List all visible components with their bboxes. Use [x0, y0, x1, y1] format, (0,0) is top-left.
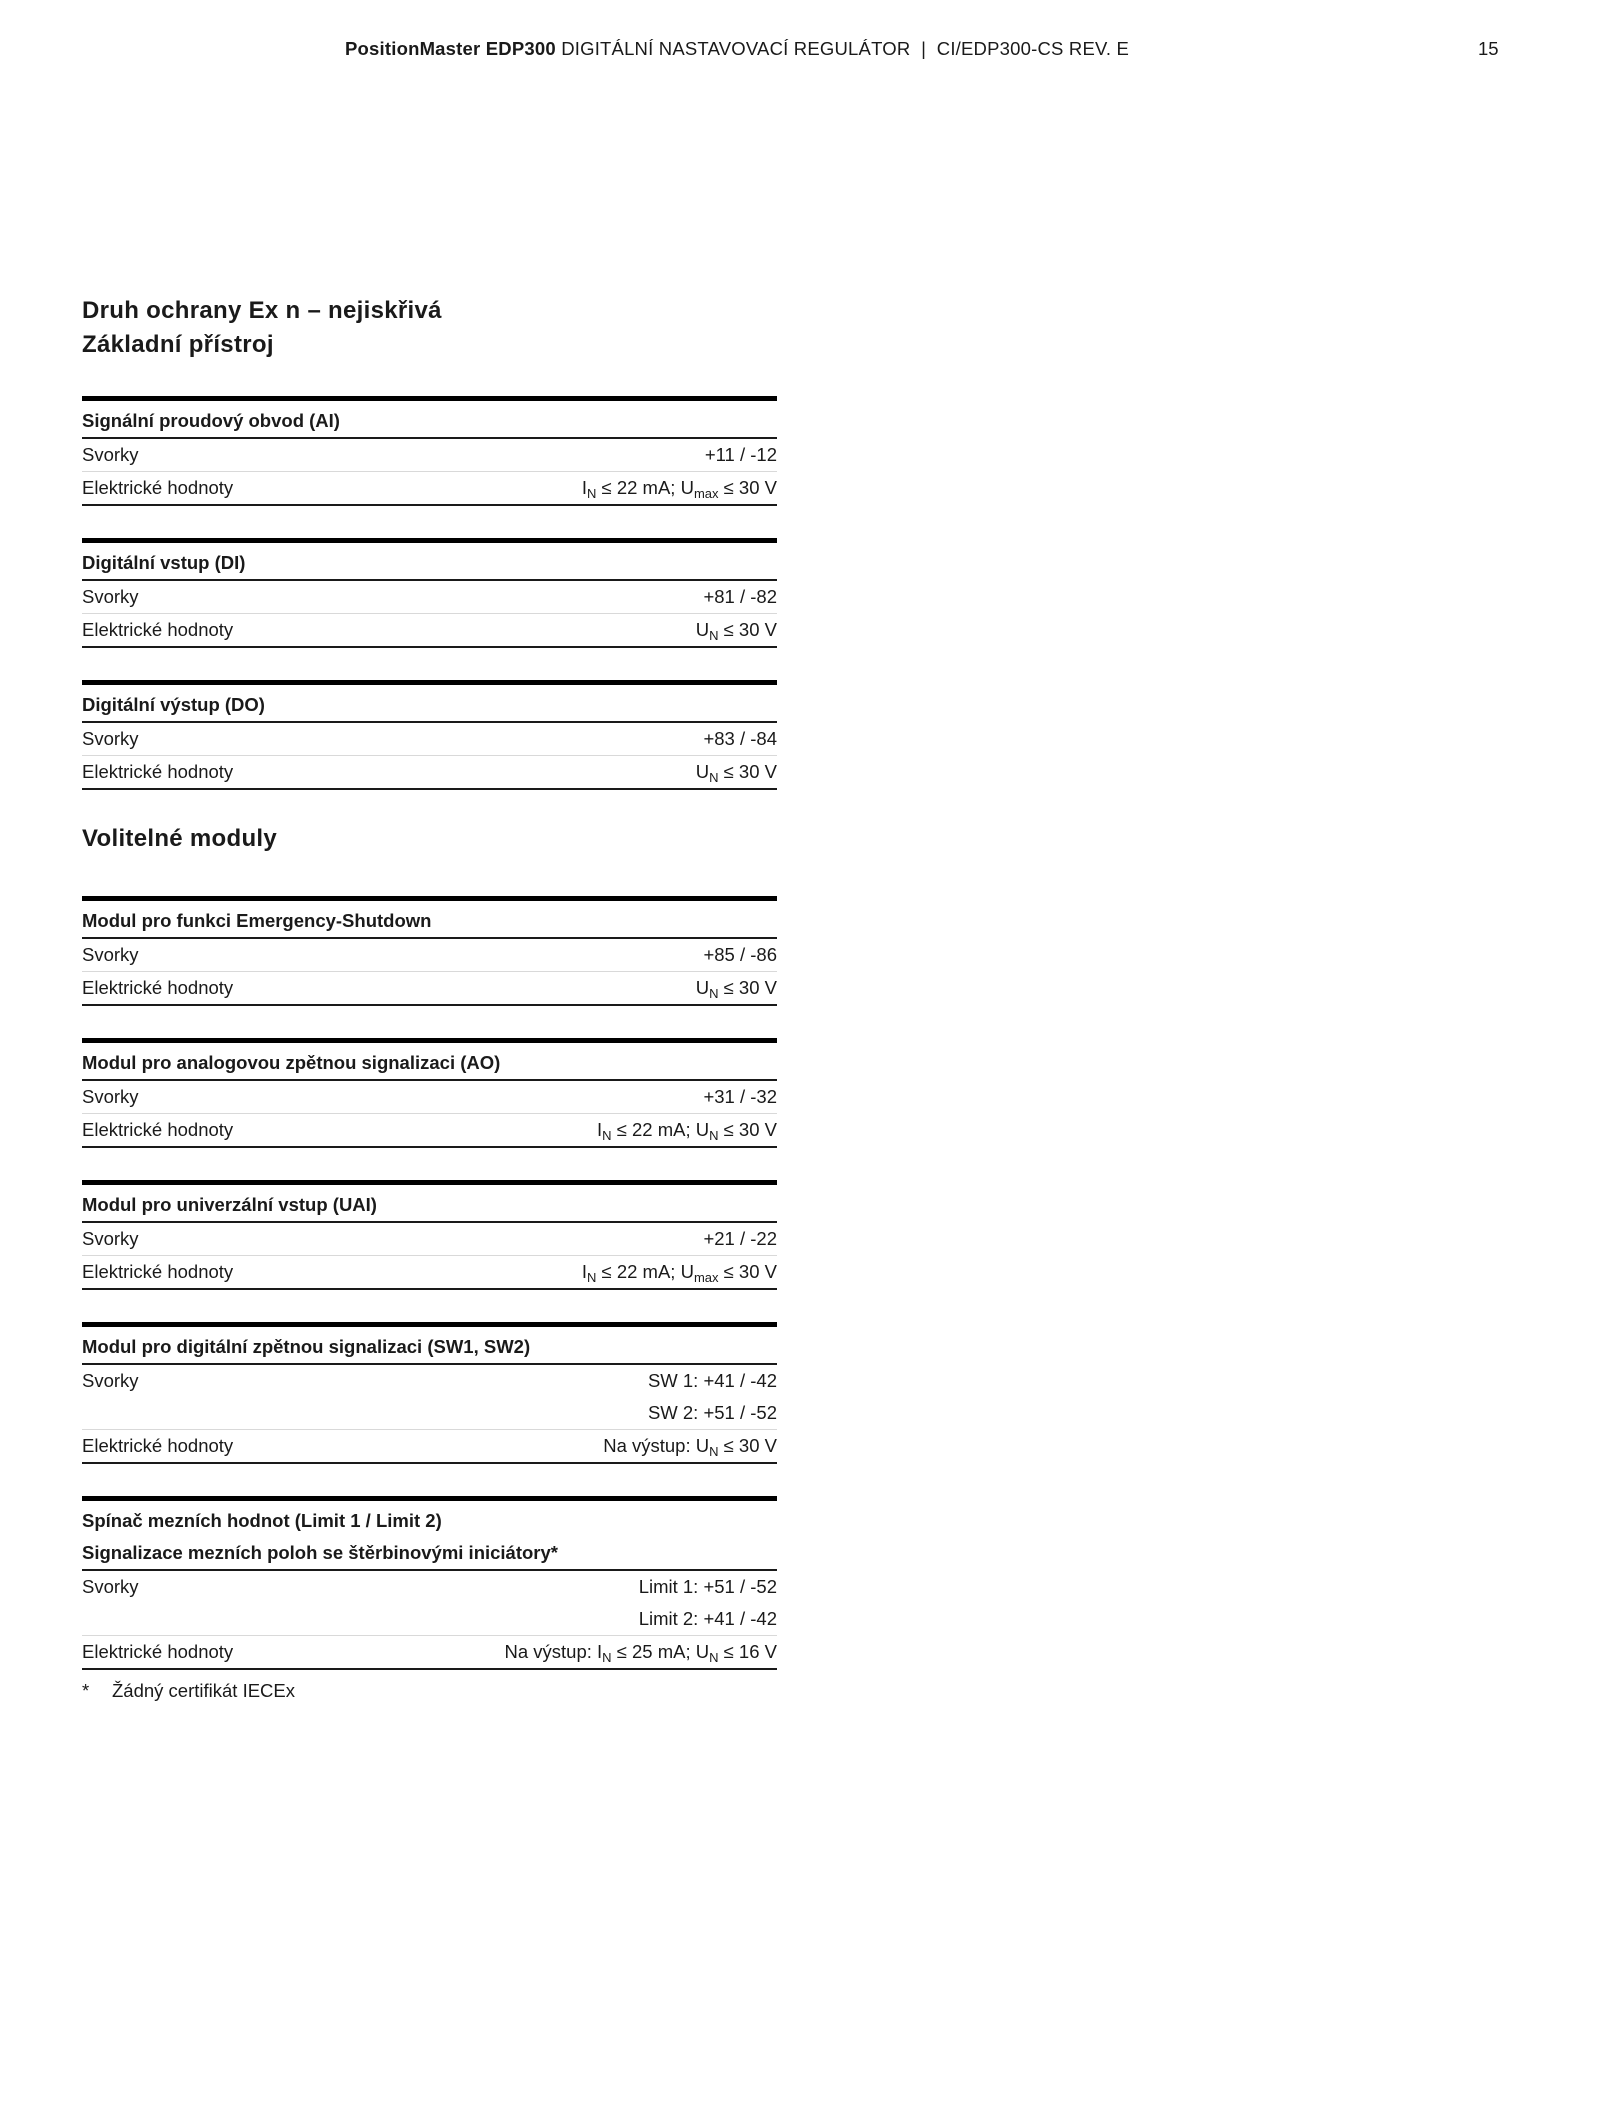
- row-label: Svorky: [82, 1222, 385, 1256]
- row-label: Svorky: [82, 580, 534, 614]
- table-uai: [82, 1180, 777, 1290]
- table-row: [82, 1256, 777, 1290]
- table-row: [82, 938, 777, 972]
- table-row: [82, 1080, 777, 1114]
- row-value: $U_N \le 30$ V: [695, 761, 777, 785]
- row-label: Svorky: [82, 1370, 139, 1391]
- row-label: Svorky: [82, 938, 534, 972]
- row-label: Elektrické hodnoty: [82, 619, 234, 640]
- table-row: [82, 722, 777, 756]
- table-esd: [82, 896, 777, 1006]
- table-title: Modul pro funkci Emergency-Shutdown: [82, 899, 777, 939]
- row-value: +83 / -84: [534, 722, 777, 756]
- row-label: Elektrické hodnoty: [82, 761, 234, 782]
- row-value: +85 / -86: [534, 938, 777, 972]
- row-label: Elektrické hodnoty: [82, 477, 234, 498]
- table-row: [82, 472, 777, 506]
- table-subtitle: Signalizace mezních poloh se štěrbinovými iniciátory*: [82, 1537, 777, 1570]
- table-row: [82, 972, 777, 1006]
- table-row: [82, 1430, 777, 1464]
- heading-line-2: Základní přístroj: [82, 331, 274, 358]
- row-label: Elektrické hodnoty: [82, 1119, 234, 1140]
- table-row: [82, 1364, 777, 1397]
- table-row: [82, 1397, 777, 1430]
- row-label: Svorky: [82, 1080, 399, 1114]
- table-row: [82, 1603, 777, 1636]
- table-di: [82, 538, 777, 648]
- row-value: +11 / -12: [385, 438, 777, 472]
- table-row: [82, 1114, 777, 1148]
- page-header: [345, 38, 1129, 60]
- row-value: +21 / -22: [385, 1222, 777, 1256]
- table-row: [82, 1570, 777, 1603]
- row-value: +81 / -82: [534, 580, 777, 614]
- table-row: [82, 438, 777, 472]
- row-value: $I_N \le 22$ mA; $U_{max} \le 30$ V: [581, 1261, 777, 1285]
- row-value: Limit 2: +41 / -42: [330, 1603, 777, 1636]
- row-value: $U_N \le 30$ V: [695, 619, 777, 643]
- table-row: [82, 1222, 777, 1256]
- table-row: [82, 1636, 777, 1670]
- row-value: SW 2: +51 / -52: [405, 1397, 777, 1430]
- table-title: Digitální výstup (DO): [82, 683, 777, 723]
- table-ao: [82, 1038, 777, 1148]
- table-title: Signální proudový obvod (AI): [82, 399, 777, 439]
- row-value: $I_N \le 22$ mA; $U_{max} \le 30$ V: [581, 477, 777, 501]
- row-value: $U_N \le 30$ V: [695, 977, 777, 1001]
- document-content: [82, 294, 777, 1702]
- table-row: [82, 580, 777, 614]
- footnote-text: Žádný certifikát IECEx: [112, 1680, 296, 1701]
- row-label: Elektrické hodnoty: [82, 977, 234, 998]
- table-limit: [82, 1496, 777, 1670]
- footnote-mark: *: [82, 1680, 90, 1701]
- row-label: Elektrické hodnoty: [82, 1261, 234, 1282]
- row-value: Na výstup: $I_N \le 25$ mA; $U_N \le 16$ V: [504, 1641, 777, 1665]
- table-sw: [82, 1322, 777, 1464]
- table-title: Digitální vstup (DI): [82, 541, 777, 581]
- row-value: Limit 1: +51 / -52: [638, 1576, 777, 1597]
- table-ai: [82, 396, 777, 506]
- header-product: PositionMaster EDP300: [345, 38, 556, 59]
- table-row: [82, 614, 777, 648]
- heading-line-1: Druh ochrany Ex n – nejiskřivá: [82, 297, 442, 324]
- table-title: Modul pro analogovou zpětnou signalizaci (AO): [82, 1041, 777, 1081]
- row-value: $I_N \le 22$ mA; $U_N \le 30$ V: [597, 1119, 777, 1143]
- footnote: [82, 1680, 777, 1702]
- row-label: Elektrické hodnoty: [82, 1435, 234, 1456]
- row-value: Na výstup: $U_N \le 30$ V: [603, 1435, 777, 1459]
- section-heading: [82, 294, 777, 362]
- row-label: Elektrické hodnoty: [82, 1641, 234, 1662]
- table-row: [82, 756, 777, 790]
- row-value: SW 1: +41 / -42: [647, 1370, 777, 1391]
- header-title: DIGITÁLNÍ NASTAVOVACÍ REGULÁTOR | CI/EDP300-CS REV. E: [555, 38, 1130, 59]
- optional-modules-title: Volitelné moduly: [82, 825, 278, 852]
- row-label: Svorky: [82, 438, 385, 472]
- table-title: Spínač mezních hodnot (Limit 1 / Limit 2): [82, 1510, 442, 1531]
- table-title: Modul pro univerzální vstup (UAI): [82, 1183, 777, 1223]
- page-number: 15: [1478, 38, 1499, 59]
- table-title: Modul pro digitální zpětnou signalizaci (SW1, SW2): [82, 1325, 777, 1365]
- row-value: +31 / -32: [399, 1080, 777, 1114]
- row-label: Svorky: [82, 1576, 139, 1597]
- row-label: Svorky: [82, 722, 534, 756]
- table-do: [82, 680, 777, 790]
